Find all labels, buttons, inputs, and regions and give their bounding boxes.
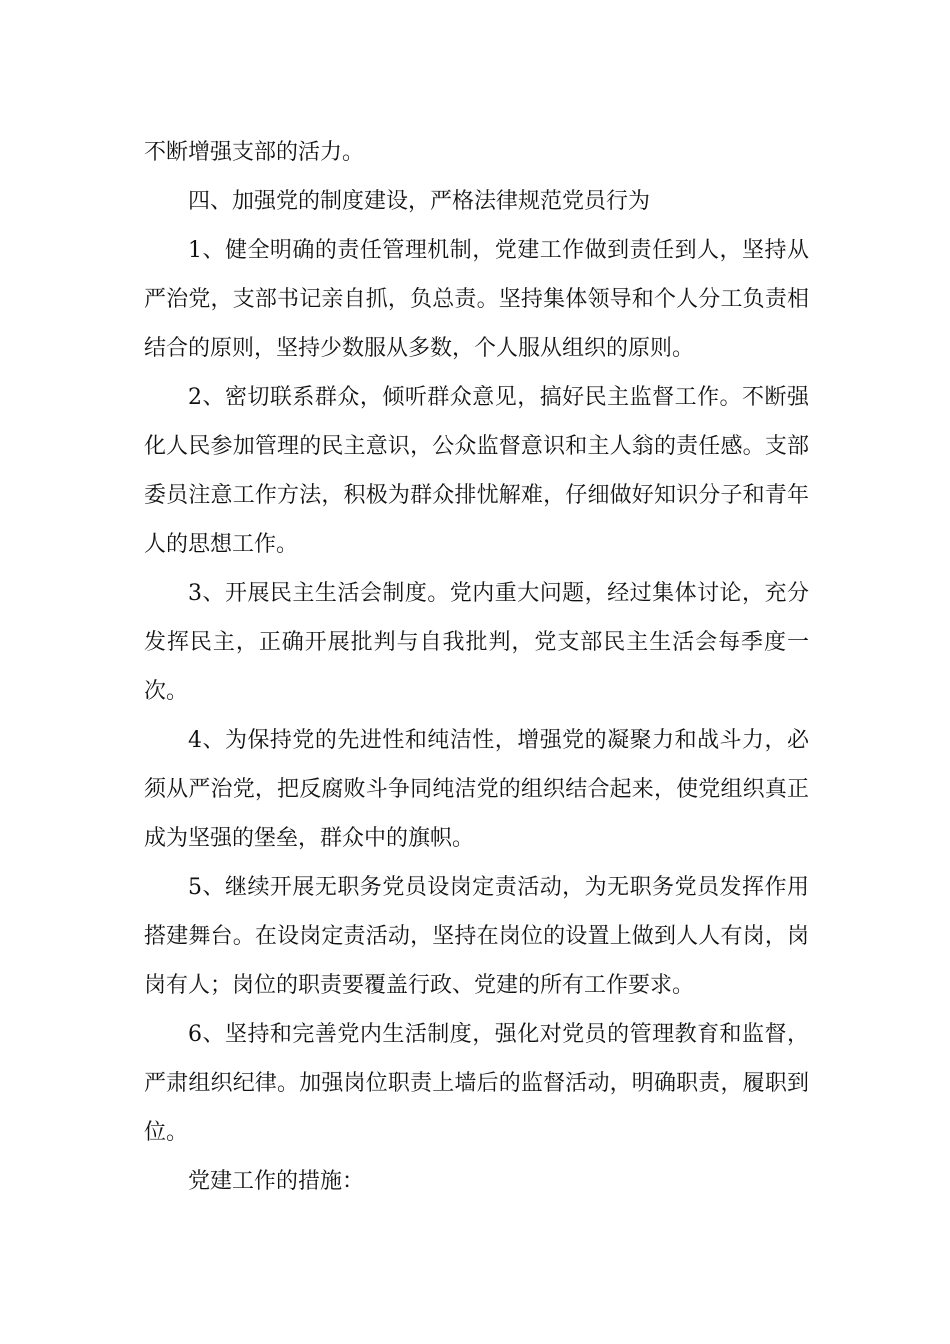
paragraph: 1、健全明确的责任管理机制，党建工作做到责任到人，坚持从严治党，支部书记亲自抓，负总责。坚持集体领导和个人分工负责相结合的原则，坚持少数服从多数，个人服从组织的原则。 xyxy=(144,238,809,361)
document-body xyxy=(144,128,809,1206)
paragraph: 4、为保持党的先进性和纯洁性，增强党的凝聚力和战斗力，必须从严治党，把反腐败斗争同纯洁党的组织结合起来，使党组织真正成为坚强的堡垒，群众中的旗帜。 xyxy=(144,728,809,851)
paragraph: 党建工作的措施： xyxy=(188,1169,365,1194)
paragraph: 5、继续开展无职务党员设岗定责活动，为无职务党员发挥作用搭建舞台。在设岗定责活动，坚持在岗位的设置上做到人人有岗，岗岗有人；岗位的职责要覆盖行政、党建的所有工作要求。 xyxy=(144,875,809,998)
section-heading: 四、加强党的制度建设，严格法律规范党员行为 xyxy=(188,189,651,214)
paragraph: 6、坚持和完善党内生活制度，强化对党员的管理教育和监督，严肃组织纪律。加强岗位职责上墙后的监督活动，明确职责，履职到位。 xyxy=(144,1022,809,1145)
paragraph: 2、密切联系群众，倾听群众意见，搞好民主监督工作。不断强化人民参加管理的民主意识，公众监督意识和主人翁的责任感。支部委员注意工作方法，积极为群众排忧解难，仔细做好知识分子和青年人的思想工作。 xyxy=(144,385,809,557)
paragraph: 不断增强支部的活力。 xyxy=(144,140,365,165)
paragraph: 3、开展民主生活会制度。党内重大问题，经过集体讨论，充分发挥民主，正确开展批判与自我批判，党支部民主生活会每季度一次。 xyxy=(144,581,809,704)
